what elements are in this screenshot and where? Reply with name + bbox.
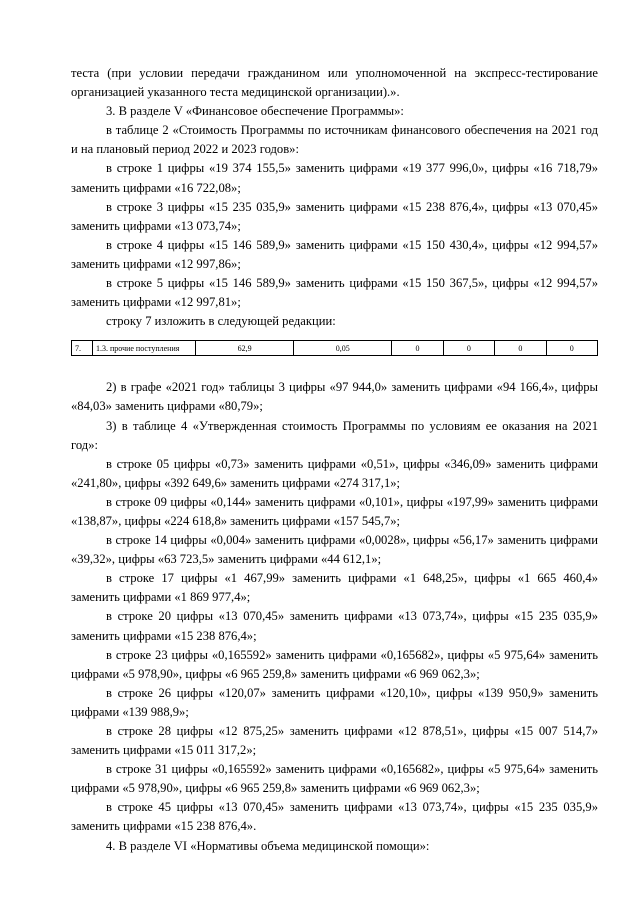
paragraph: 3. В разделе V «Финансовое обеспечение Программы»: bbox=[106, 104, 404, 119]
paragraph: в строке 26 цифры «120,07» заменить цифрами «120,10», цифры «139 950,9» заменить цифрами «139 988,9»; bbox=[71, 685, 598, 719]
paragraph: в строке 3 цифры «15 235 035,9» заменить цифрами «15 238 876,4», цифры «13 070,45» заменить цифрами «13 073,74»; bbox=[71, 199, 598, 233]
paragraph: в строке 20 цифры «13 070,45» заменить цифрами «13 073,74», цифры «15 235 035,9» заменить цифрами «15 238 876,4»; bbox=[71, 609, 598, 643]
paragraph: 3) в таблице 4 «Утвержденная стоимость Программы по условиям ее оказания на 2021 год»: bbox=[71, 418, 598, 452]
paragraph: в строке 05 цифры «0,73» заменить цифрами «0,51», цифры «346,09» заменить цифрами «241,80», цифры «392 649,6» заменить цифрами «274 317,1»; bbox=[71, 456, 598, 490]
paragraph: в строке 09 цифры «0,144» заменить цифрами «0,101», цифры «197,99» заменить цифрами «138,87», цифры «224 618,8» заменить цифрами «157 545,7»; bbox=[71, 494, 598, 528]
paragraph: в строке 5 цифры «15 146 589,9» заменить цифрами «15 150 367,5», цифры «12 994,57» заменить цифрами «12 997,81»; bbox=[71, 276, 598, 310]
table-cell-value: 0 bbox=[392, 341, 443, 356]
document-page bbox=[71, 64, 598, 856]
table-cell-value: 0 bbox=[495, 341, 546, 356]
paragraph: в строке 4 цифры «15 146 589,9» заменить цифрами «15 150 430,4», цифры «12 994,57» заменить цифрами «12 997,86»; bbox=[71, 237, 598, 271]
table-cell-value: 0 bbox=[546, 341, 597, 356]
table-cell-number: 7. bbox=[72, 341, 93, 356]
paragraph: в строке 1 цифры «19 374 155,5» заменить цифрами «19 377 996,0», цифры «16 718,79» заменить цифрами «16 722,08»; bbox=[71, 161, 598, 195]
paragraph: в строке 28 цифры «12 875,25» заменить цифрами «12 878,51», цифры «15 007 514,7» заменить цифрами «15 011 317,2»; bbox=[71, 724, 598, 758]
paragraph: в строке 14 цифры «0,004» заменить цифрами «0,0028», цифры «56,17» заменить цифрами «39,32», цифры «63 723,5» заменить цифрами «44 612,1»; bbox=[71, 533, 598, 567]
paragraph: в строке 17 цифры «1 467,99» заменить цифрами «1 648,25», цифры «1 665 460,4» заменить цифрами «1 869 977,4»; bbox=[71, 571, 598, 605]
paragraph: 2) в графе «2021 год» таблицы 3 цифры «97 944,0» заменить цифрами «94 166,4», цифры «84,03» заменить цифрами «80,79»; bbox=[71, 380, 598, 414]
table-cell-value: 0,05 bbox=[294, 341, 392, 356]
table-cell-name: 1.3. прочие поступления bbox=[93, 341, 196, 356]
paragraph: в строке 23 цифры «0,165592» заменить цифрами «0,165682», цифры «5 975,64» заменить цифрами «5 978,90», цифры «6 965 259,8» заменить цифрами «6 969 062,3»; bbox=[71, 647, 598, 681]
paragraph: теста (при условии передачи гражданином или уполномоченной на экспресс-тестирование организацией указанного теста медицинской организации).». bbox=[71, 66, 598, 100]
paragraph: 4. В разделе VI «Нормативы объема медицинской помощи»: bbox=[106, 838, 430, 853]
paragraph: строку 7 изложить в следующей редакции: bbox=[106, 314, 336, 329]
paragraph: в таблице 2 «Стоимость Программы по источникам финансового обеспечения на 2021 год и на плановый период 2022 и 2023 годов»: bbox=[71, 123, 598, 157]
table-cell-value: 62,9 bbox=[196, 341, 294, 356]
paragraph: в строке 45 цифры «13 070,45» заменить цифрами «13 073,74», цифры «15 235 035,9» заменить цифрами «15 238 876,4». bbox=[71, 800, 598, 834]
finance-table-row bbox=[71, 340, 598, 356]
paragraph: в строке 31 цифры «0,165592» заменить цифрами «0,165682», цифры «5 975,64» заменить цифрами «5 978,90», цифры «6 965 259,8» заменить цифрами «6 969 062,3»; bbox=[71, 762, 598, 796]
table-cell-value: 0 bbox=[443, 341, 494, 356]
table-row bbox=[72, 341, 598, 356]
